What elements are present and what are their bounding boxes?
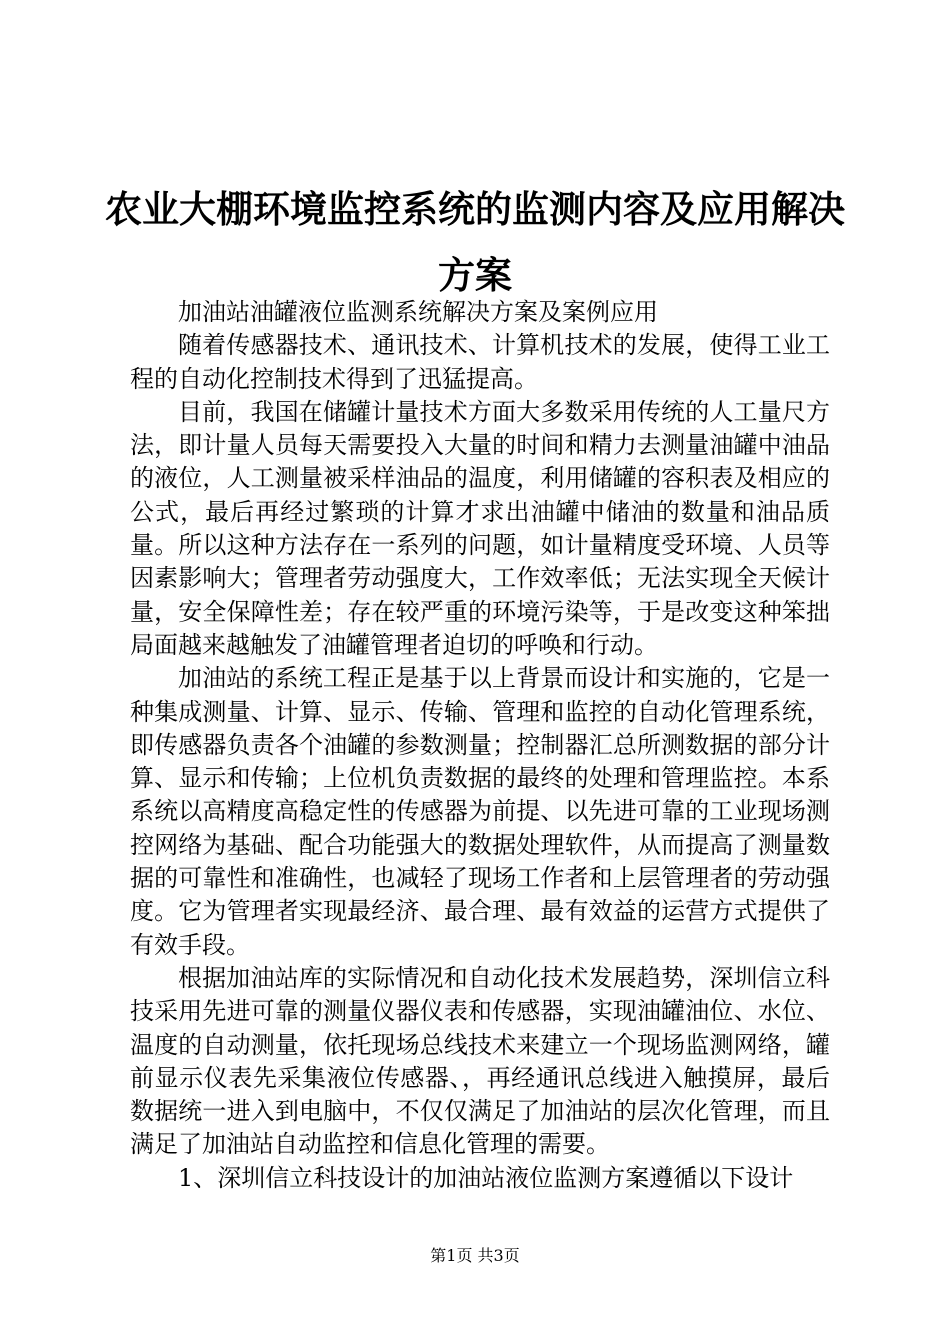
page-footer: 第1页 共3页	[430, 1246, 520, 1265]
paragraph-subtitle: 加油站油罐液位监测系统解决方案及案例应用	[178, 298, 658, 326]
paragraph: 加油站的系统工程正是基于以上背景而设计和实施的，它是一种集成测量、计算、显示、传输、管理和监控的自动化管理系统，即传感器负责各个油罐的参数测量；控制器汇总所测数据的部分计算、显示和传输；上位机负责数据的最终的处理和管理监控。本系系统以高精度高稳定性的传感器为前提、以先进可靠的工业现场测控网络为基础、配合功能强大的数据处理软件，从而提高了测量数据的可靠性和准确性，也减轻了现场工作者和上层管理者的劳动强度。它为管理者实现最经济、最合理、最有效益的运营方式提供了有效手段。	[130, 664, 830, 959]
paragraph: 目前，我国在储罐计量技术方面大多数采用传统的人工量尺方法，即计量人员每天需要投入大量的时间和精力去测量油罐中油品的液位，人工测量被采样油品的温度，利用储罐的容积表及相应的公式，最后再经过繁琐的计算才求出油罐中储油的数量和油品质量。所以这种方法存在一系列的问题，如计量精度受环境、人员等因素影响大；管理者劳动强度大，工作效率低；无法实现全天候计量，安全保障性差；存在较严重的环境污染等，于是改变这种笨拙局面越来越触发了油罐管理者迫切的呼唤和行动。	[130, 397, 830, 659]
document-title: 农业大棚环境监控系统的监测内容及应用解决方案	[105, 187, 845, 297]
paragraph: 根据加油站库的实际情况和自动化技术发展趋势，深圳信立科技采用先进可靠的测量仪器仪表和传感器，实现油罐油位、水位、温度的自动测量，依托现场总线技术来建立一个现场监测网络，罐前显示仪表先采集液位传感器、，再经通讯总线进入触摸屏，最后数据统一进入到电脑中，不仅仅满足了加油站的层次化管理，而且满足了加油站自动监控和信息化管理的需要。	[130, 963, 830, 1159]
paragraph: 随着传感器技术、通讯技术、计算机技术的发展，使得工业工程的自动化控制技术得到了迅猛提高。	[130, 331, 830, 393]
paragraph: 1、深圳信立科技设计的加油站液位监测方案遵循以下设计	[178, 1163, 794, 1192]
document-body	[130, 296, 830, 1195]
